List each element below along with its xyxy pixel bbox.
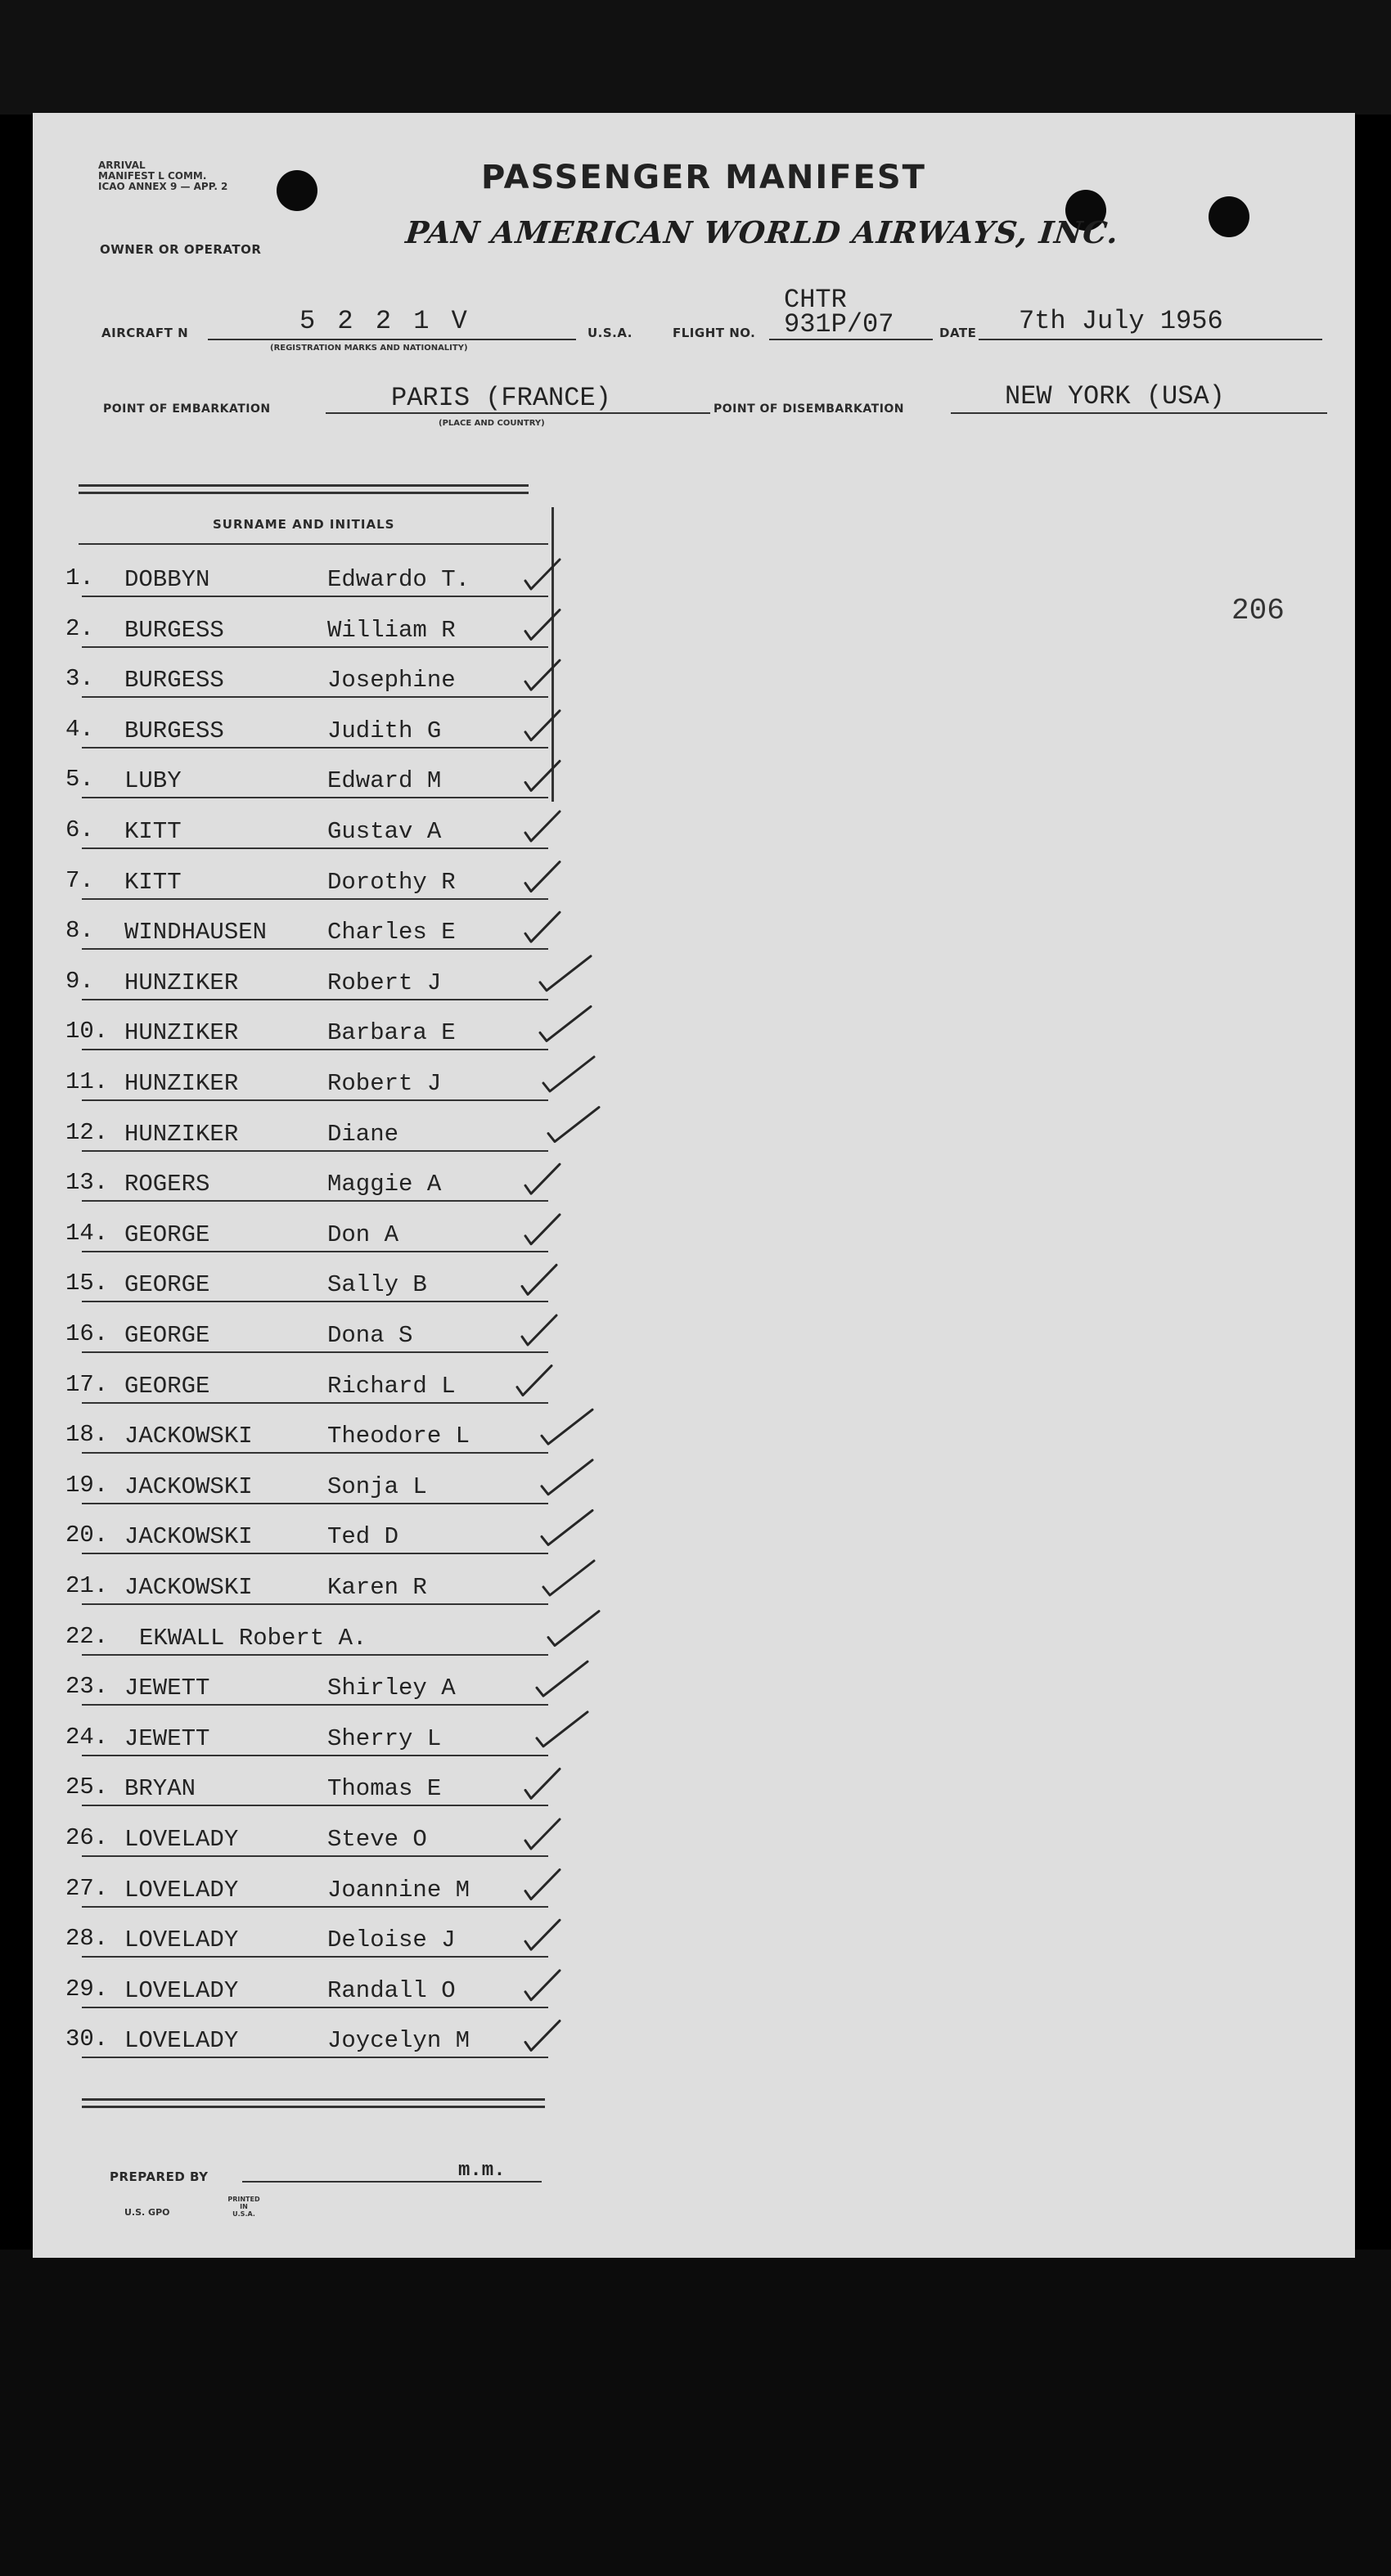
- usa-label: U.S.A.: [587, 326, 632, 340]
- passenger-given-name: Dona S: [327, 1322, 413, 1349]
- passenger-surname: LOVELADY: [124, 1826, 239, 1853]
- check-mark: [525, 1215, 560, 1244]
- passenger-given-name: Joycelyn M: [327, 2027, 470, 2055]
- check-mark: [522, 1315, 556, 1345]
- check-mark: [525, 2021, 560, 2050]
- flight-value: 931P/07: [784, 309, 894, 339]
- check-mark: [525, 1769, 560, 1798]
- passenger-given-name: Gustav A: [327, 818, 442, 845]
- passenger-given-name: Richard L: [327, 1372, 456, 1400]
- row-number: 6.: [65, 816, 94, 843]
- row-number: 3.: [65, 665, 94, 693]
- row-number: 5.: [65, 766, 94, 793]
- passenger-surname: BURGESS: [124, 717, 224, 744]
- passenger-surname: LOVELADY: [124, 1876, 239, 1904]
- row-number: 12.: [65, 1118, 109, 1146]
- column-header: SURNAME AND INITIALS: [213, 517, 395, 532]
- check-mark: [525, 1164, 560, 1194]
- check-mark: [548, 1612, 599, 1646]
- passenger-surname: DOBBYN: [124, 566, 210, 593]
- row-number: 7.: [65, 866, 94, 894]
- passenger-given-name: Ted D: [327, 1523, 399, 1551]
- date-label: DATE: [939, 326, 977, 340]
- passenger-surname: HUNZIKER: [124, 1120, 239, 1148]
- check-mark: [542, 1409, 592, 1444]
- row-number: 21.: [65, 1572, 109, 1599]
- table-bottom-rule: [82, 2098, 545, 2108]
- check-mark: [525, 560, 560, 589]
- row-number: 27.: [65, 1874, 109, 1902]
- passenger-surname: GEORGE: [124, 1271, 210, 1299]
- row-number: 9.: [65, 967, 94, 995]
- row-number: 23.: [65, 1673, 109, 1701]
- row-number: 28.: [65, 1925, 109, 1953]
- passenger-surname: BURGESS: [124, 616, 224, 644]
- passenger-given-name: Dorothy R: [327, 868, 456, 896]
- row-number: 19.: [65, 1471, 109, 1499]
- disembark-label: POINT OF DISEMBARKATION: [714, 402, 905, 416]
- passenger-given-name: Steve O: [327, 1826, 427, 1853]
- check-mark: [525, 1971, 560, 2000]
- printed-stamp: PRINTED IN U.S.A.: [227, 2196, 260, 2218]
- passenger-given-name: Edward M: [327, 767, 442, 795]
- check-mark: [525, 610, 560, 640]
- passenger-given-name: Joannine M: [327, 1876, 470, 1904]
- passenger-given-name: Randall O: [327, 1976, 456, 2004]
- passenger-surname: GEORGE: [124, 1322, 210, 1349]
- passenger-given-name: Karen R: [327, 1574, 427, 1601]
- passenger-surname: JACKOWSKI: [124, 1523, 253, 1551]
- passenger-given-name: Don A: [327, 1221, 399, 1248]
- row-number: 13.: [65, 1169, 109, 1197]
- document-title: PASSENGER MANIFEST: [481, 159, 926, 196]
- date-value: 7th July 1956: [1019, 306, 1223, 336]
- passenger-given-name: Shirley A: [327, 1675, 456, 1702]
- flight-label: FLIGHT NO.: [673, 326, 756, 340]
- check-mark: [542, 1510, 592, 1544]
- passenger-given-name: Edwardo T.: [327, 566, 470, 593]
- stamp-line: MANIFEST L COMM.: [98, 170, 207, 182]
- passenger-given-name: Maggie A: [327, 1171, 442, 1198]
- aircraft-value: 5 2 2 1 V: [299, 306, 470, 336]
- check-mark: [525, 711, 560, 740]
- page-number: 206: [1231, 594, 1285, 627]
- check-mark: [542, 1460, 592, 1495]
- row-number: 24.: [65, 1723, 109, 1751]
- flight-type: CHTR: [784, 285, 847, 315]
- row-number: 25.: [65, 1774, 109, 1801]
- passenger-name: EKWALL Robert A.: [139, 1624, 367, 1652]
- passenger-given-name: Theodore L: [327, 1423, 470, 1450]
- embark-label: POINT OF EMBARKATION: [103, 402, 271, 416]
- passenger-given-name: Deloise J: [327, 1926, 456, 1954]
- check-mark: [525, 862, 560, 892]
- check-mark: [537, 1661, 587, 1696]
- passenger-surname: HUNZIKER: [124, 1019, 239, 1047]
- form-code: U.S. GPO: [124, 2207, 170, 2218]
- row-number: 8.: [65, 917, 94, 945]
- passenger-surname: JACKOWSKI: [124, 1574, 253, 1601]
- check-mark: [540, 956, 591, 991]
- row-number: 2.: [65, 614, 94, 642]
- passenger-surname: KITT: [124, 868, 182, 896]
- check-mark: [525, 1819, 560, 1849]
- passenger-surname: GEORGE: [124, 1221, 210, 1248]
- row-number: 15.: [65, 1270, 109, 1297]
- row-number: 14.: [65, 1219, 109, 1247]
- passenger-surname: LUBY: [124, 767, 182, 795]
- check-mark: [543, 1057, 594, 1091]
- passenger-surname: JACKOWSKI: [124, 1423, 253, 1450]
- passenger-given-name: Barbara E: [327, 1019, 456, 1047]
- passenger-given-name: Robert J: [327, 969, 442, 996]
- passenger-given-name: William R: [327, 616, 456, 644]
- passenger-surname: HUNZIKER: [124, 1070, 239, 1097]
- check-mark: [522, 1265, 556, 1294]
- check-mark: [525, 660, 560, 690]
- passenger-surname: LOVELADY: [124, 2027, 239, 2055]
- stamp-line: ARRIVAL: [98, 160, 146, 171]
- passenger-given-name: Sonja L: [327, 1472, 427, 1500]
- stamp-line: ICAO ANNEX 9 — APP. 2: [98, 181, 228, 192]
- row-number: 10.: [65, 1018, 109, 1045]
- check-mark: [543, 1561, 594, 1595]
- passenger-given-name: Sherry L: [327, 1724, 442, 1752]
- passenger-surname: LOVELADY: [124, 1976, 239, 2004]
- passenger-surname: JEWETT: [124, 1675, 210, 1702]
- check-mark: [540, 1006, 591, 1041]
- passenger-surname: HUNZIKER: [124, 969, 239, 996]
- row-number: 4.: [65, 715, 94, 743]
- passenger-surname: BURGESS: [124, 667, 224, 695]
- passenger-surname: GEORGE: [124, 1372, 210, 1400]
- row-number: 16.: [65, 1320, 109, 1347]
- check-mark: [525, 811, 560, 841]
- row-number: 17.: [65, 1370, 109, 1398]
- registration-caption: (REGISTRATION MARKS AND NATIONALITY): [270, 344, 468, 353]
- row-number: 29.: [65, 1975, 109, 2003]
- check-mark: [525, 761, 560, 790]
- passenger-given-name: Judith G: [327, 717, 442, 744]
- passenger-given-name: Diane: [327, 1120, 399, 1148]
- prepared-label: PREPARED BY: [110, 2169, 209, 2184]
- row-number: 11.: [65, 1068, 109, 1095]
- check-mark: [525, 1920, 560, 1949]
- check-mark: [517, 1366, 551, 1396]
- row-number: 22.: [65, 1622, 109, 1650]
- check-mark: [525, 1870, 560, 1899]
- disembark-value: NEW YORK (USA): [1005, 381, 1225, 411]
- place-caption: (PLACE AND COUNTRY): [439, 419, 545, 428]
- passenger-given-name: Josephine: [327, 667, 456, 695]
- owner-label: OWNER OR OPERATOR: [100, 242, 262, 257]
- prepared-value: m.m.: [458, 2160, 506, 2182]
- check-mark: [525, 912, 560, 942]
- passenger-surname: BRYAN: [124, 1775, 196, 1803]
- passenger-surname: ROGERS: [124, 1171, 210, 1198]
- passenger-given-name: Robert J: [327, 1070, 442, 1097]
- aircraft-label: AIRCRAFT N: [101, 326, 189, 340]
- passenger-surname: JEWETT: [124, 1724, 210, 1752]
- check-mark: [548, 1108, 599, 1142]
- row-number: 18.: [65, 1421, 109, 1449]
- passenger-given-name: Charles E: [327, 919, 456, 946]
- passenger-surname: KITT: [124, 818, 182, 845]
- passenger-surname: JACKOWSKI: [124, 1472, 253, 1500]
- row-number: 20.: [65, 1522, 109, 1549]
- check-mark: [537, 1712, 587, 1747]
- row-number: 1.: [65, 564, 94, 591]
- row-number: 26.: [65, 1824, 109, 1851]
- passenger-given-name: Sally B: [327, 1271, 427, 1299]
- row-number: 30.: [65, 2025, 109, 2053]
- passenger-surname: LOVELADY: [124, 1926, 239, 1954]
- passenger-given-name: Thomas E: [327, 1775, 442, 1803]
- embark-value: PARIS (FRANCE): [391, 383, 611, 413]
- passenger-surname: WINDHAUSEN: [124, 919, 268, 946]
- airline-name: PAN AMERICAN WORLD AIRWAYS, INC.: [403, 214, 1121, 250]
